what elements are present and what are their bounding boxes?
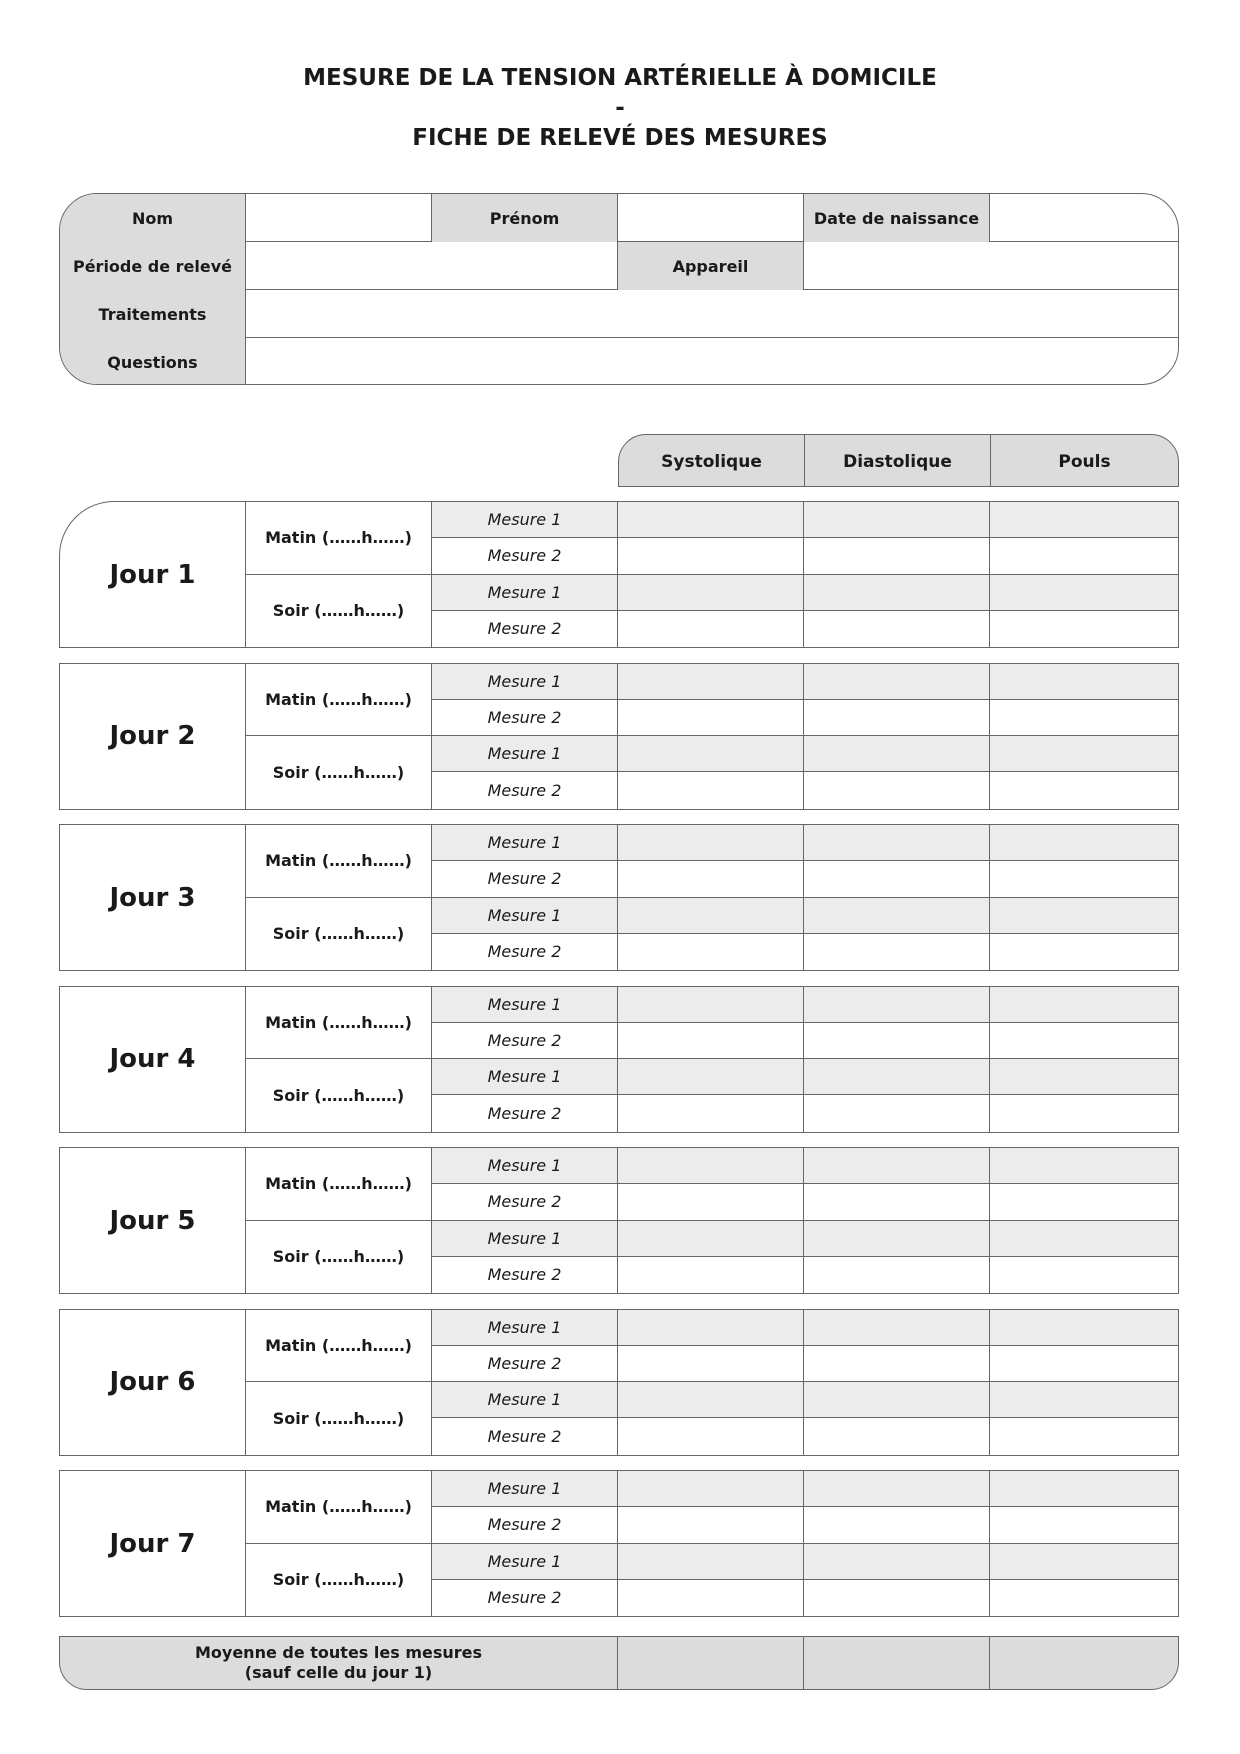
measure-row <box>432 772 1178 808</box>
pouls-cell[interactable] <box>990 1184 1178 1219</box>
average-label <box>60 1637 618 1689</box>
pouls-cell[interactable] <box>990 1580 1178 1616</box>
systolique-cell[interactable] <box>618 1544 804 1579</box>
measure-label: Mesure 2 <box>432 934 618 970</box>
measure-row <box>432 1471 1178 1507</box>
systolique-cell[interactable] <box>618 664 804 699</box>
pouls-cell[interactable] <box>990 1059 1178 1094</box>
systolique-cell[interactable] <box>618 1310 804 1345</box>
pouls-cell[interactable] <box>990 1257 1178 1293</box>
measure-row <box>432 934 1178 970</box>
diastolique-cell[interactable] <box>804 1148 990 1183</box>
measure-label: Mesure 1 <box>432 1310 618 1345</box>
measure-label: Mesure 1 <box>432 1382 618 1417</box>
diastolique-cell[interactable] <box>804 700 990 735</box>
pouls-cell[interactable] <box>990 1095 1178 1131</box>
info-row-identity <box>60 194 1179 242</box>
systolique-cell[interactable] <box>618 575 804 610</box>
diastolique-cell[interactable] <box>804 1095 990 1131</box>
pouls-cell[interactable] <box>990 502 1178 537</box>
page-title: MESURE DE LA TENSION ARTÉRIELLE À DOMICILE <box>303 65 937 91</box>
measure-label: Mesure 1 <box>432 825 618 860</box>
measure-label: Mesure 2 <box>432 861 618 896</box>
measure-label: Mesure 2 <box>432 1346 618 1381</box>
measure-row <box>432 1382 1178 1418</box>
diastolique-cell[interactable] <box>804 736 990 771</box>
pouls-cell[interactable] <box>990 538 1178 573</box>
measure-label: Mesure 1 <box>432 1148 618 1183</box>
diastolique-cell[interactable] <box>804 611 990 647</box>
measure-row <box>432 1507 1178 1543</box>
pouls-cell[interactable] <box>990 772 1178 808</box>
systolique-cell[interactable] <box>618 1507 804 1542</box>
nom-field[interactable] <box>246 194 432 242</box>
diastolique-cell[interactable] <box>804 1257 990 1293</box>
average-systolique-cell[interactable] <box>618 1637 804 1689</box>
pouls-cell[interactable] <box>990 1346 1178 1381</box>
pouls-cell[interactable] <box>990 700 1178 735</box>
diastolique-cell[interactable] <box>804 1221 990 1256</box>
period-label-matin: Matin (……h……) <box>246 1471 432 1544</box>
measure-label: Mesure 2 <box>432 1418 618 1454</box>
pouls-cell[interactable] <box>990 1544 1178 1579</box>
questions-label: Questions <box>60 338 246 385</box>
pouls-cell[interactable] <box>990 1418 1178 1454</box>
measure-row <box>432 1257 1178 1293</box>
measure-row <box>432 898 1178 934</box>
column-header-pouls: Pouls <box>1058 451 1111 472</box>
questions-field[interactable] <box>246 338 1179 385</box>
measure-row <box>432 861 1178 897</box>
measure-row <box>432 1544 1178 1580</box>
pouls-cell[interactable] <box>990 611 1178 647</box>
measure-row <box>432 611 1178 647</box>
measure-label: Mesure 2 <box>432 772 618 808</box>
measure-row <box>432 736 1178 772</box>
systolique-cell[interactable] <box>618 1221 804 1256</box>
systolique-cell[interactable] <box>618 934 804 970</box>
traitements-label: Traitements <box>60 290 246 338</box>
title-area <box>0 63 1240 153</box>
measure-row <box>432 1346 1178 1382</box>
pouls-cell[interactable] <box>990 575 1178 610</box>
measure-label: Mesure 2 <box>432 1095 618 1131</box>
column-header-systolique: Systolique <box>619 435 805 487</box>
day-label: Jour 1 <box>60 502 246 647</box>
measure-row <box>432 1023 1178 1059</box>
diastolique-cell[interactable] <box>804 538 990 573</box>
pouls-cell[interactable] <box>990 934 1178 970</box>
diastolique-cell[interactable] <box>804 575 990 610</box>
average-label-line2: (sauf celle du jour 1) <box>244 1663 433 1682</box>
diastolique-cell[interactable] <box>804 772 990 808</box>
prenom-label: Prénom <box>432 194 618 242</box>
diastolique-cell[interactable] <box>804 1471 990 1506</box>
diastolique-cell[interactable] <box>804 987 990 1022</box>
systolique-cell[interactable] <box>618 1023 804 1058</box>
diastolique-cell[interactable] <box>804 1507 990 1542</box>
pouls-cell[interactable] <box>990 825 1178 860</box>
measure-label: Mesure 1 <box>432 1471 618 1506</box>
period-label-soir: Soir (……h……) <box>246 1544 432 1617</box>
measure-row <box>432 575 1178 611</box>
measure-row <box>432 1221 1178 1257</box>
day-block <box>59 663 1179 810</box>
appareil-label: Appareil <box>618 242 804 290</box>
day-label: Jour 2 <box>60 664 246 809</box>
appareil-field[interactable] <box>804 242 1179 290</box>
measure-table-header <box>618 434 1179 487</box>
measure-row <box>432 1418 1178 1454</box>
traitements-field[interactable] <box>246 290 1179 338</box>
prenom-field[interactable] <box>618 194 804 242</box>
pouls-cell[interactable] <box>990 861 1178 896</box>
measure-row <box>432 1095 1178 1131</box>
measure-label: Mesure 2 <box>432 611 618 647</box>
info-row-periode <box>60 242 1179 290</box>
diastolique-cell[interactable] <box>804 1310 990 1345</box>
info-row-questions <box>60 338 1179 385</box>
systolique-cell[interactable] <box>618 502 804 537</box>
page-subtitle: FICHE DE RELEVÉ DES MESURES <box>412 125 828 151</box>
measure-row <box>432 700 1178 736</box>
measure-label: Mesure 2 <box>432 1507 618 1542</box>
measure-label: Mesure 1 <box>432 898 618 933</box>
systolique-cell[interactable] <box>618 538 804 573</box>
systolique-cell[interactable] <box>618 898 804 933</box>
systolique-cell[interactable] <box>618 1382 804 1417</box>
periode-field[interactable] <box>246 242 618 290</box>
period-label-soir: Soir (……h……) <box>246 736 432 809</box>
measure-label: Mesure 2 <box>432 1023 618 1058</box>
systolique-cell[interactable] <box>618 1184 804 1219</box>
measure-row <box>432 825 1178 861</box>
pouls-cell[interactable] <box>990 1471 1178 1506</box>
period-label-soir: Soir (……h……) <box>246 1221 432 1294</box>
period-label-matin: Matin (……h……) <box>246 1148 432 1221</box>
periode-label: Période de relevé <box>60 242 246 290</box>
period-label-soir: Soir (……h……) <box>246 575 432 648</box>
measure-row <box>432 987 1178 1023</box>
systolique-cell[interactable] <box>618 1418 804 1454</box>
day-block <box>59 1309 1179 1456</box>
measure-label: Mesure 1 <box>432 502 618 537</box>
day-label: Jour 4 <box>60 987 246 1132</box>
title-separator: - <box>615 95 625 121</box>
measure-label: Mesure 1 <box>432 664 618 699</box>
day-label: Jour 5 <box>60 1148 246 1293</box>
day-block <box>59 1470 1179 1617</box>
period-label-matin: Matin (……h……) <box>246 502 432 575</box>
diastolique-cell[interactable] <box>804 1346 990 1381</box>
systolique-cell[interactable] <box>618 1580 804 1616</box>
measure-row <box>432 664 1178 700</box>
patient-info-table <box>59 193 1179 385</box>
pouls-cell[interactable] <box>990 664 1178 699</box>
period-label-soir: Soir (……h……) <box>246 898 432 971</box>
diastolique-cell[interactable] <box>804 898 990 933</box>
measure-row <box>432 1148 1178 1184</box>
measure-label: Mesure 2 <box>432 1257 618 1293</box>
measure-row <box>432 1580 1178 1616</box>
systolique-cell[interactable] <box>618 1257 804 1293</box>
systolique-cell[interactable] <box>618 772 804 808</box>
diastolique-cell[interactable] <box>804 861 990 896</box>
measure-row <box>432 1059 1178 1095</box>
info-row-traitements <box>60 290 1179 338</box>
pouls-cell[interactable] <box>990 898 1178 933</box>
systolique-cell[interactable] <box>618 611 804 647</box>
diastolique-cell[interactable] <box>804 502 990 537</box>
systolique-cell[interactable] <box>618 736 804 771</box>
systolique-cell[interactable] <box>618 987 804 1022</box>
pouls-cell[interactable] <box>990 987 1178 1022</box>
diastolique-cell[interactable] <box>804 1382 990 1417</box>
systolique-cell[interactable] <box>618 1148 804 1183</box>
day-block <box>59 986 1179 1133</box>
measure-label: Mesure 2 <box>432 1580 618 1616</box>
period-label-matin: Matin (……h……) <box>246 664 432 737</box>
measure-label: Mesure 1 <box>432 1221 618 1256</box>
diastolique-cell[interactable] <box>804 1418 990 1454</box>
day-block <box>59 1147 1179 1294</box>
pouls-cell[interactable] <box>990 1382 1178 1417</box>
date-naissance-field[interactable] <box>990 194 1179 242</box>
systolique-cell[interactable] <box>618 825 804 860</box>
diastolique-cell[interactable] <box>804 1544 990 1579</box>
period-label-matin: Matin (……h……) <box>246 987 432 1060</box>
systolique-cell[interactable] <box>618 1059 804 1094</box>
measure-label: Mesure 2 <box>432 700 618 735</box>
systolique-cell[interactable] <box>618 1095 804 1131</box>
measure-label: Mesure 1 <box>432 575 618 610</box>
average-label-line1: Moyenne de toutes les mesures <box>194 1643 483 1662</box>
measure-row <box>432 1184 1178 1220</box>
measure-label: Mesure 1 <box>432 1544 618 1579</box>
average-row <box>59 1636 1179 1690</box>
pouls-cell[interactable] <box>990 1221 1178 1256</box>
period-label-soir: Soir (……h……) <box>246 1382 432 1455</box>
day-block <box>59 501 1179 648</box>
average-diastolique-cell[interactable] <box>804 1637 990 1689</box>
measure-row <box>432 1310 1178 1346</box>
period-label-matin: Matin (……h……) <box>246 825 432 898</box>
measure-label: Mesure 1 <box>432 987 618 1022</box>
systolique-cell[interactable] <box>618 1346 804 1381</box>
measure-label: Mesure 1 <box>432 1059 618 1094</box>
day-label: Jour 3 <box>60 825 246 970</box>
pouls-cell[interactable] <box>990 1148 1178 1183</box>
pouls-cell[interactable] <box>990 1310 1178 1345</box>
day-label: Jour 7 <box>60 1471 246 1616</box>
nom-label: Nom <box>60 194 246 242</box>
measure-row <box>432 538 1178 574</box>
day-label: Jour 6 <box>60 1310 246 1455</box>
day-block <box>59 824 1179 971</box>
period-label-matin: Matin (……h……) <box>246 1310 432 1383</box>
systolique-cell[interactable] <box>618 861 804 896</box>
pouls-cell[interactable] <box>990 736 1178 771</box>
diastolique-cell[interactable] <box>804 1184 990 1219</box>
column-header-diastolique: Diastolique <box>805 435 991 487</box>
diastolique-cell[interactable] <box>804 934 990 970</box>
period-label-soir: Soir (……h……) <box>246 1059 432 1132</box>
average-pouls-cell[interactable] <box>990 1637 1178 1689</box>
pouls-cell[interactable] <box>990 1507 1178 1542</box>
measure-label: Mesure 2 <box>432 538 618 573</box>
systolique-cell[interactable] <box>618 700 804 735</box>
measure-label: Mesure 1 <box>432 736 618 771</box>
diastolique-cell[interactable] <box>804 1580 990 1616</box>
pouls-cell[interactable] <box>990 1023 1178 1058</box>
systolique-cell[interactable] <box>618 1471 804 1506</box>
measure-row <box>432 502 1178 538</box>
diastolique-cell[interactable] <box>804 825 990 860</box>
measure-label: Mesure 2 <box>432 1184 618 1219</box>
diastolique-cell[interactable] <box>804 1059 990 1094</box>
date-naissance-label: Date de naissance <box>804 194 990 242</box>
diastolique-cell[interactable] <box>804 1023 990 1058</box>
diastolique-cell[interactable] <box>804 664 990 699</box>
